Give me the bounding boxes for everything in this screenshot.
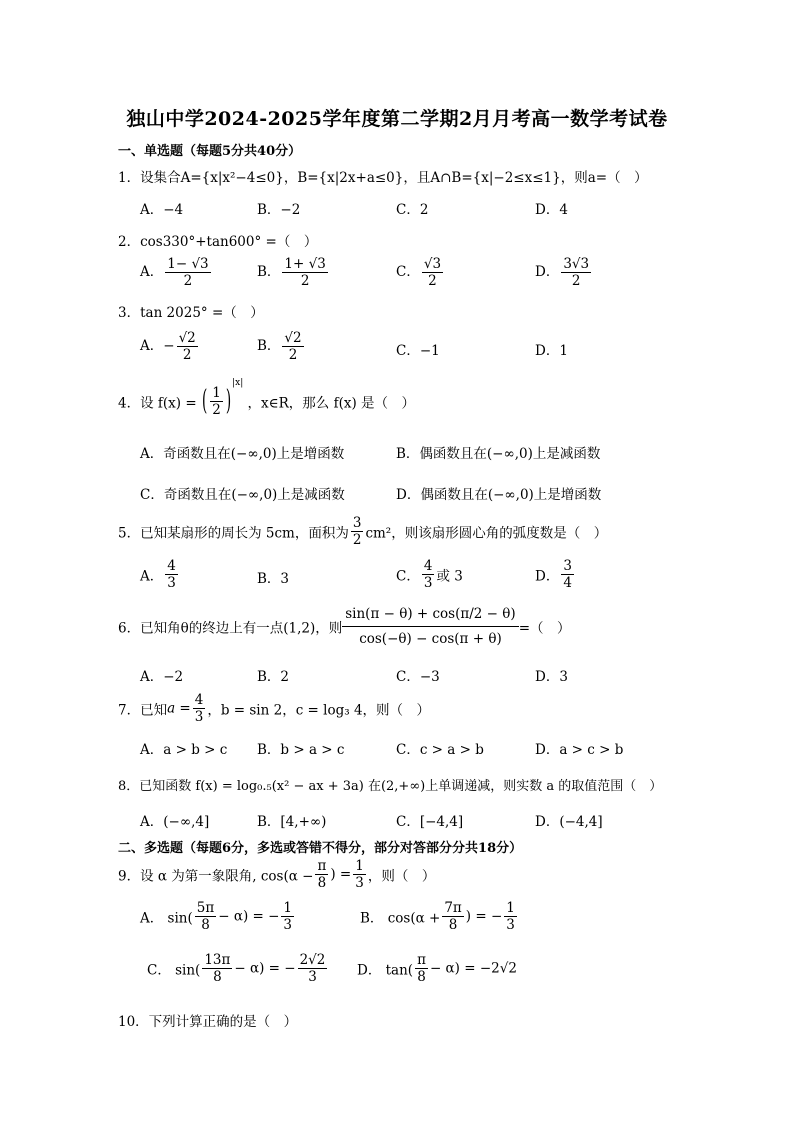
question-1-option-b: B．−2 xyxy=(257,202,301,218)
question-2-option-c: C． $\frac{√3}{2}$ xyxy=(396,256,442,289)
question-3-stem: 3．tan 2025° =（ ） xyxy=(118,305,264,321)
question-2-option-d: D． $\frac{3√3}{2}$ xyxy=(535,256,590,289)
section-heading-single-choice: 一、单选题（每题5分共40分） xyxy=(118,144,302,159)
question-1-stem: 1．设集合A={x|x²−4≤0}，B={x|2x+a≤0}，且A∩B={x|−2≤x≤1}，则a=（ ） xyxy=(118,170,648,186)
question-1-option-c: C．2 xyxy=(396,202,429,218)
question-4-stem: 4．设 f(x) = ( $\frac{1}{2}$ )$^{|x|}$ ，x∈R，那么 f(x) 是（ ） xyxy=(118,378,416,418)
question-9-option-c: C． sin( $\frac{13\pi}{8}$ − α) = − $\frac{2√2}{3}$ xyxy=(147,952,326,985)
question-1-option-a: A．−4 xyxy=(140,202,184,218)
question-9-option-d: D． tan( $\frac{\pi}{8}$ − α) = −2√2 xyxy=(357,952,517,985)
question-5-option-a: A． $\frac{4}{3}$ xyxy=(140,558,176,591)
question-8-stem: 8．已知函数 f(x) = log₀.₅(x² − ax + 3a) 在(2,+∞)上单调递减，则实数 a 的取值范围（ ） xyxy=(118,779,663,794)
question-8-option-a: A．(−∞,4] xyxy=(140,814,210,830)
question-10-stem: 10．下列计算正确的是（ ） xyxy=(118,1014,298,1030)
question-7-option-c: C．c > a > b xyxy=(396,742,484,758)
question-8-option-d: D．(−4,4] xyxy=(535,814,603,830)
question-4-option-b: B．偶函数且在(−∞,0)上是减函数 xyxy=(396,446,601,462)
question-5-option-d: D． $\frac{3}{4}$ xyxy=(535,558,572,591)
question-3-option-a: A．− $\frac{√2}{2}$ xyxy=(140,330,196,363)
question-5-stem: 5．已知某扇形的周长为 5cm，面积为 $\frac{3}{2}$ cm²，则该扇形圆心角的弧度数是（ ） xyxy=(118,515,608,548)
question-8-option-c: C．[−4,4] xyxy=(396,814,464,830)
question-7-option-a: A．a > b > c xyxy=(140,742,228,758)
question-9-option-b: B． cos(α + $\frac{7\pi}{8}$ ) = − $\frac{1}{3}$ xyxy=(360,900,515,933)
question-7-stem: 7．已知a = $\frac{4}{3}$ ，b = sin 2，c = log₃ 4，则（ ） xyxy=(118,692,431,725)
question-6-option-d: D．3 xyxy=(535,669,568,685)
question-5-option-c: C． $\frac{4}{3}$ 或 3 xyxy=(396,558,463,591)
question-9-stem: 9．设 α 为第一象限角, cos(α − $\frac{\pi}{8}$ ) = $\frac{1}{3}$ ，则（ ） xyxy=(118,858,436,891)
question-5-option-b: B．3 xyxy=(257,571,290,587)
question-6-option-a: A．−2 xyxy=(140,669,184,685)
question-7-option-d: D．a > c > b xyxy=(535,742,624,758)
question-3-option-c: C．−1 xyxy=(396,343,440,359)
question-6-option-b: B．2 xyxy=(257,669,290,685)
question-4-option-a: A．奇函数且在(−∞,0)上是增函数 xyxy=(140,446,345,462)
question-7-option-b: B．b > a > c xyxy=(257,742,345,758)
section-heading-multiple-choice: 二、多选题（每题6分，多选或答错不得分，部分对答部分分共18分） xyxy=(118,841,523,856)
question-9-option-a: A． sin( $\frac{5\pi}{8}$ − α) = − $\frac{1}{3}$ xyxy=(140,900,293,933)
question-4-option-d: D．偶函数且在(−∞,0)上是增函数 xyxy=(396,487,602,503)
question-2-option-b: B． $\frac{1+ √3}{2}$ xyxy=(257,256,326,289)
question-2-option-a: A． $\frac{1- √3}{2}$ xyxy=(140,256,209,289)
question-3-option-d: D．1 xyxy=(535,343,568,359)
page-title: 独山中学2024-2025学年度第二学期2月月考高一数学考试卷 xyxy=(126,108,668,130)
question-8-option-b: B．[4,+∞) xyxy=(257,814,327,830)
question-2-stem: 2．cos330°+tan600° =（ ） xyxy=(118,234,318,250)
question-1-option-d: D．4 xyxy=(535,202,568,218)
question-3-option-b: B． $\frac{√2}{2}$ xyxy=(257,330,302,363)
question-4-option-c: C．奇函数且在(−∞,0)上是减函数 xyxy=(140,487,345,503)
question-6-option-c: C．−3 xyxy=(396,669,440,685)
question-6-stem: 6．已知角θ的终边上有一点(1,2)，则 $\frac{\sin(\pi - \theta) + \cos(\pi/2 - \theta)}{\cos(-\theta) - \cos(\pi + \theta)}$ =（ ） xyxy=(118,606,571,647)
